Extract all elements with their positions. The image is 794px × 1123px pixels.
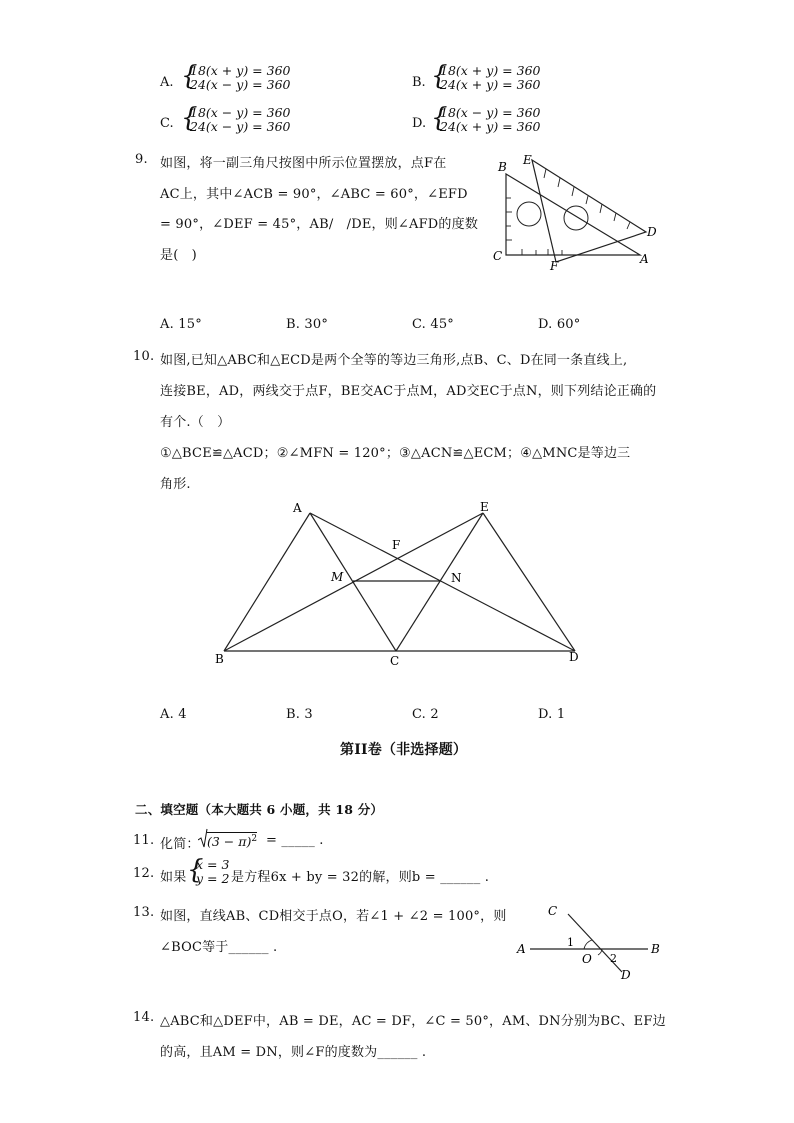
q13-lines-figure bbox=[510, 900, 670, 984]
q14-line-2: 的高，且AM = DN，则∠F的度数为______ . bbox=[160, 1045, 427, 1060]
section-2-title: 第II卷（非选择题） bbox=[340, 742, 468, 758]
q10-label-d: D bbox=[569, 650, 579, 664]
q9-label-c: C bbox=[493, 249, 503, 263]
q8-option-a-eq2: 24(x − y) = 360 bbox=[190, 77, 291, 92]
q8-option-c-eq1: 18(x − y) = 360 bbox=[190, 105, 291, 120]
q9-triangle-hole-2 bbox=[564, 206, 588, 230]
q13-line-2: ∠BOC等于______ . bbox=[160, 940, 278, 955]
q10-line-2: 连接BE，AD，两线交于点F，BE交AC于点M，AD交EC于点N，则下列结论正确的 bbox=[160, 384, 657, 399]
q9-line-4: 是( ) bbox=[160, 248, 197, 263]
q11-prefix: 化简： bbox=[160, 837, 200, 852]
q9-triangle-ticks bbox=[506, 198, 562, 255]
q13-number: 13. bbox=[133, 905, 155, 920]
q8-option-c-eq2: 24(x − y) = 360 bbox=[190, 119, 291, 134]
q12-eq2: y = 2 bbox=[196, 871, 230, 886]
q10-label-c: C bbox=[390, 654, 400, 668]
q11-exponent: 2 bbox=[251, 834, 258, 844]
q9-triangle-hole-1 bbox=[517, 202, 541, 226]
q13-label-one: 1 bbox=[567, 936, 574, 949]
q13-angle-1-arc bbox=[584, 940, 592, 949]
q10-option-a: A. 4 bbox=[160, 707, 187, 722]
q13-label-d: D bbox=[621, 968, 631, 982]
q10-triangles-figure bbox=[200, 495, 600, 670]
q12-prefix: 如果 bbox=[160, 870, 187, 885]
q9-option-b: B. 30° bbox=[286, 317, 329, 332]
q11-radicand: (3 − π) bbox=[207, 834, 252, 850]
q10-option-b: B. 3 bbox=[286, 707, 313, 722]
q10-option-c: C. 2 bbox=[412, 707, 439, 722]
q10-label-b: B bbox=[215, 652, 224, 666]
q9-option-c: C. 45° bbox=[412, 317, 454, 332]
q12-suffix: 是方程6x + by = 32的解，则b = ______ . bbox=[231, 870, 490, 885]
q10-label-m: M bbox=[331, 570, 344, 584]
q10-label-e: E bbox=[480, 500, 489, 514]
q9-line-1: 如图，将一副三角尺按图中所示位置摆放，点F在 bbox=[160, 156, 447, 171]
part-2-heading: 二、填空题（本大题共 6 小题，共 18 分） bbox=[135, 802, 384, 817]
q9-option-d: D. 60° bbox=[538, 317, 581, 332]
q8-option-d-eq1: 18(x − y) = 360 bbox=[440, 105, 541, 120]
q11-number: 11. bbox=[133, 833, 155, 848]
q10-segment-ad bbox=[310, 513, 575, 651]
q9-label-b: B bbox=[498, 160, 507, 174]
q10-segment-be bbox=[224, 513, 483, 651]
q10-label-n: N bbox=[451, 571, 462, 585]
q12-eq1: x = 3 bbox=[196, 857, 230, 872]
q13-label-b: B bbox=[651, 942, 660, 956]
q10-segment-ba bbox=[224, 513, 310, 651]
q8-option-b-eq1: 18(x + y) = 360 bbox=[440, 63, 541, 78]
q13-line-1: 如图，直线AB、CD相交于点O，若∠1 + ∠2 = 100°，则 bbox=[160, 909, 507, 924]
q9-triangle-figure bbox=[490, 152, 670, 274]
q10-line-5: 角形. bbox=[160, 477, 191, 492]
q9-label-a: A bbox=[640, 252, 649, 266]
q10-line-3: 有个.（ ） bbox=[160, 415, 231, 430]
q9-label-e: E bbox=[523, 153, 532, 167]
q12-number: 12. bbox=[133, 866, 155, 881]
q9-triangle-hatch bbox=[544, 169, 630, 229]
q13-label-two: 2 bbox=[610, 952, 617, 965]
q10-line-1: 如图,已知△ABC和△ECD是两个全等的等边三角形,点B、C、D在同一条直线上, bbox=[160, 353, 628, 368]
q10-number: 10. bbox=[133, 349, 155, 364]
q9-label-d: D bbox=[647, 225, 657, 239]
q8-option-a-eq1: 18(x + y) = 360 bbox=[190, 63, 291, 78]
q10-line-4: ①△BCE≌△ACD；②∠MFN = 120°；③△ACN≌△ECM；④△MNC是等边三 bbox=[160, 446, 631, 461]
q14-number: 14. bbox=[133, 1010, 155, 1025]
q13-angle-2-arc bbox=[598, 949, 602, 955]
q10-label-f: F bbox=[392, 538, 401, 552]
q8-option-b-label: B. bbox=[412, 75, 426, 90]
q10-option-d: D. 1 bbox=[538, 707, 566, 722]
q8-option-b-eq2: 24(x + y) = 360 bbox=[440, 77, 541, 92]
q8-option-a-label: A. bbox=[160, 75, 174, 90]
q10-label-a: A bbox=[293, 501, 302, 515]
q8-option-d-eq2: 24(x + y) = 360 bbox=[440, 119, 541, 134]
q10-segment-ce bbox=[396, 513, 483, 651]
q9-option-a: A. 15° bbox=[160, 317, 202, 332]
q8-option-c-label: C. bbox=[160, 116, 174, 131]
q13-label-c: C bbox=[548, 904, 558, 918]
q14-line-1: △ABC和△DEF中，AB = DE，AC = DF，∠C = 50°，AM、DN分别为BC、EF边 bbox=[160, 1014, 666, 1029]
q9-number: 9. bbox=[135, 152, 148, 167]
q9-triangle-def bbox=[532, 160, 646, 262]
q10-segment-ed bbox=[483, 513, 575, 651]
q9-line-3: = 90°，∠DEF = 45°，AB/ /DE，则∠AFD的度数 bbox=[160, 217, 479, 232]
q9-label-f: F bbox=[550, 259, 559, 273]
q11-suffix: = _____ . bbox=[266, 833, 324, 848]
q13-label-a: A bbox=[517, 942, 526, 956]
q13-label-o: O bbox=[582, 952, 592, 966]
q8-option-d-label: D. bbox=[412, 116, 427, 131]
q9-line-2: AC上，其中∠ACB = 90°，∠ABC = 60°，∠EFD bbox=[160, 187, 468, 202]
